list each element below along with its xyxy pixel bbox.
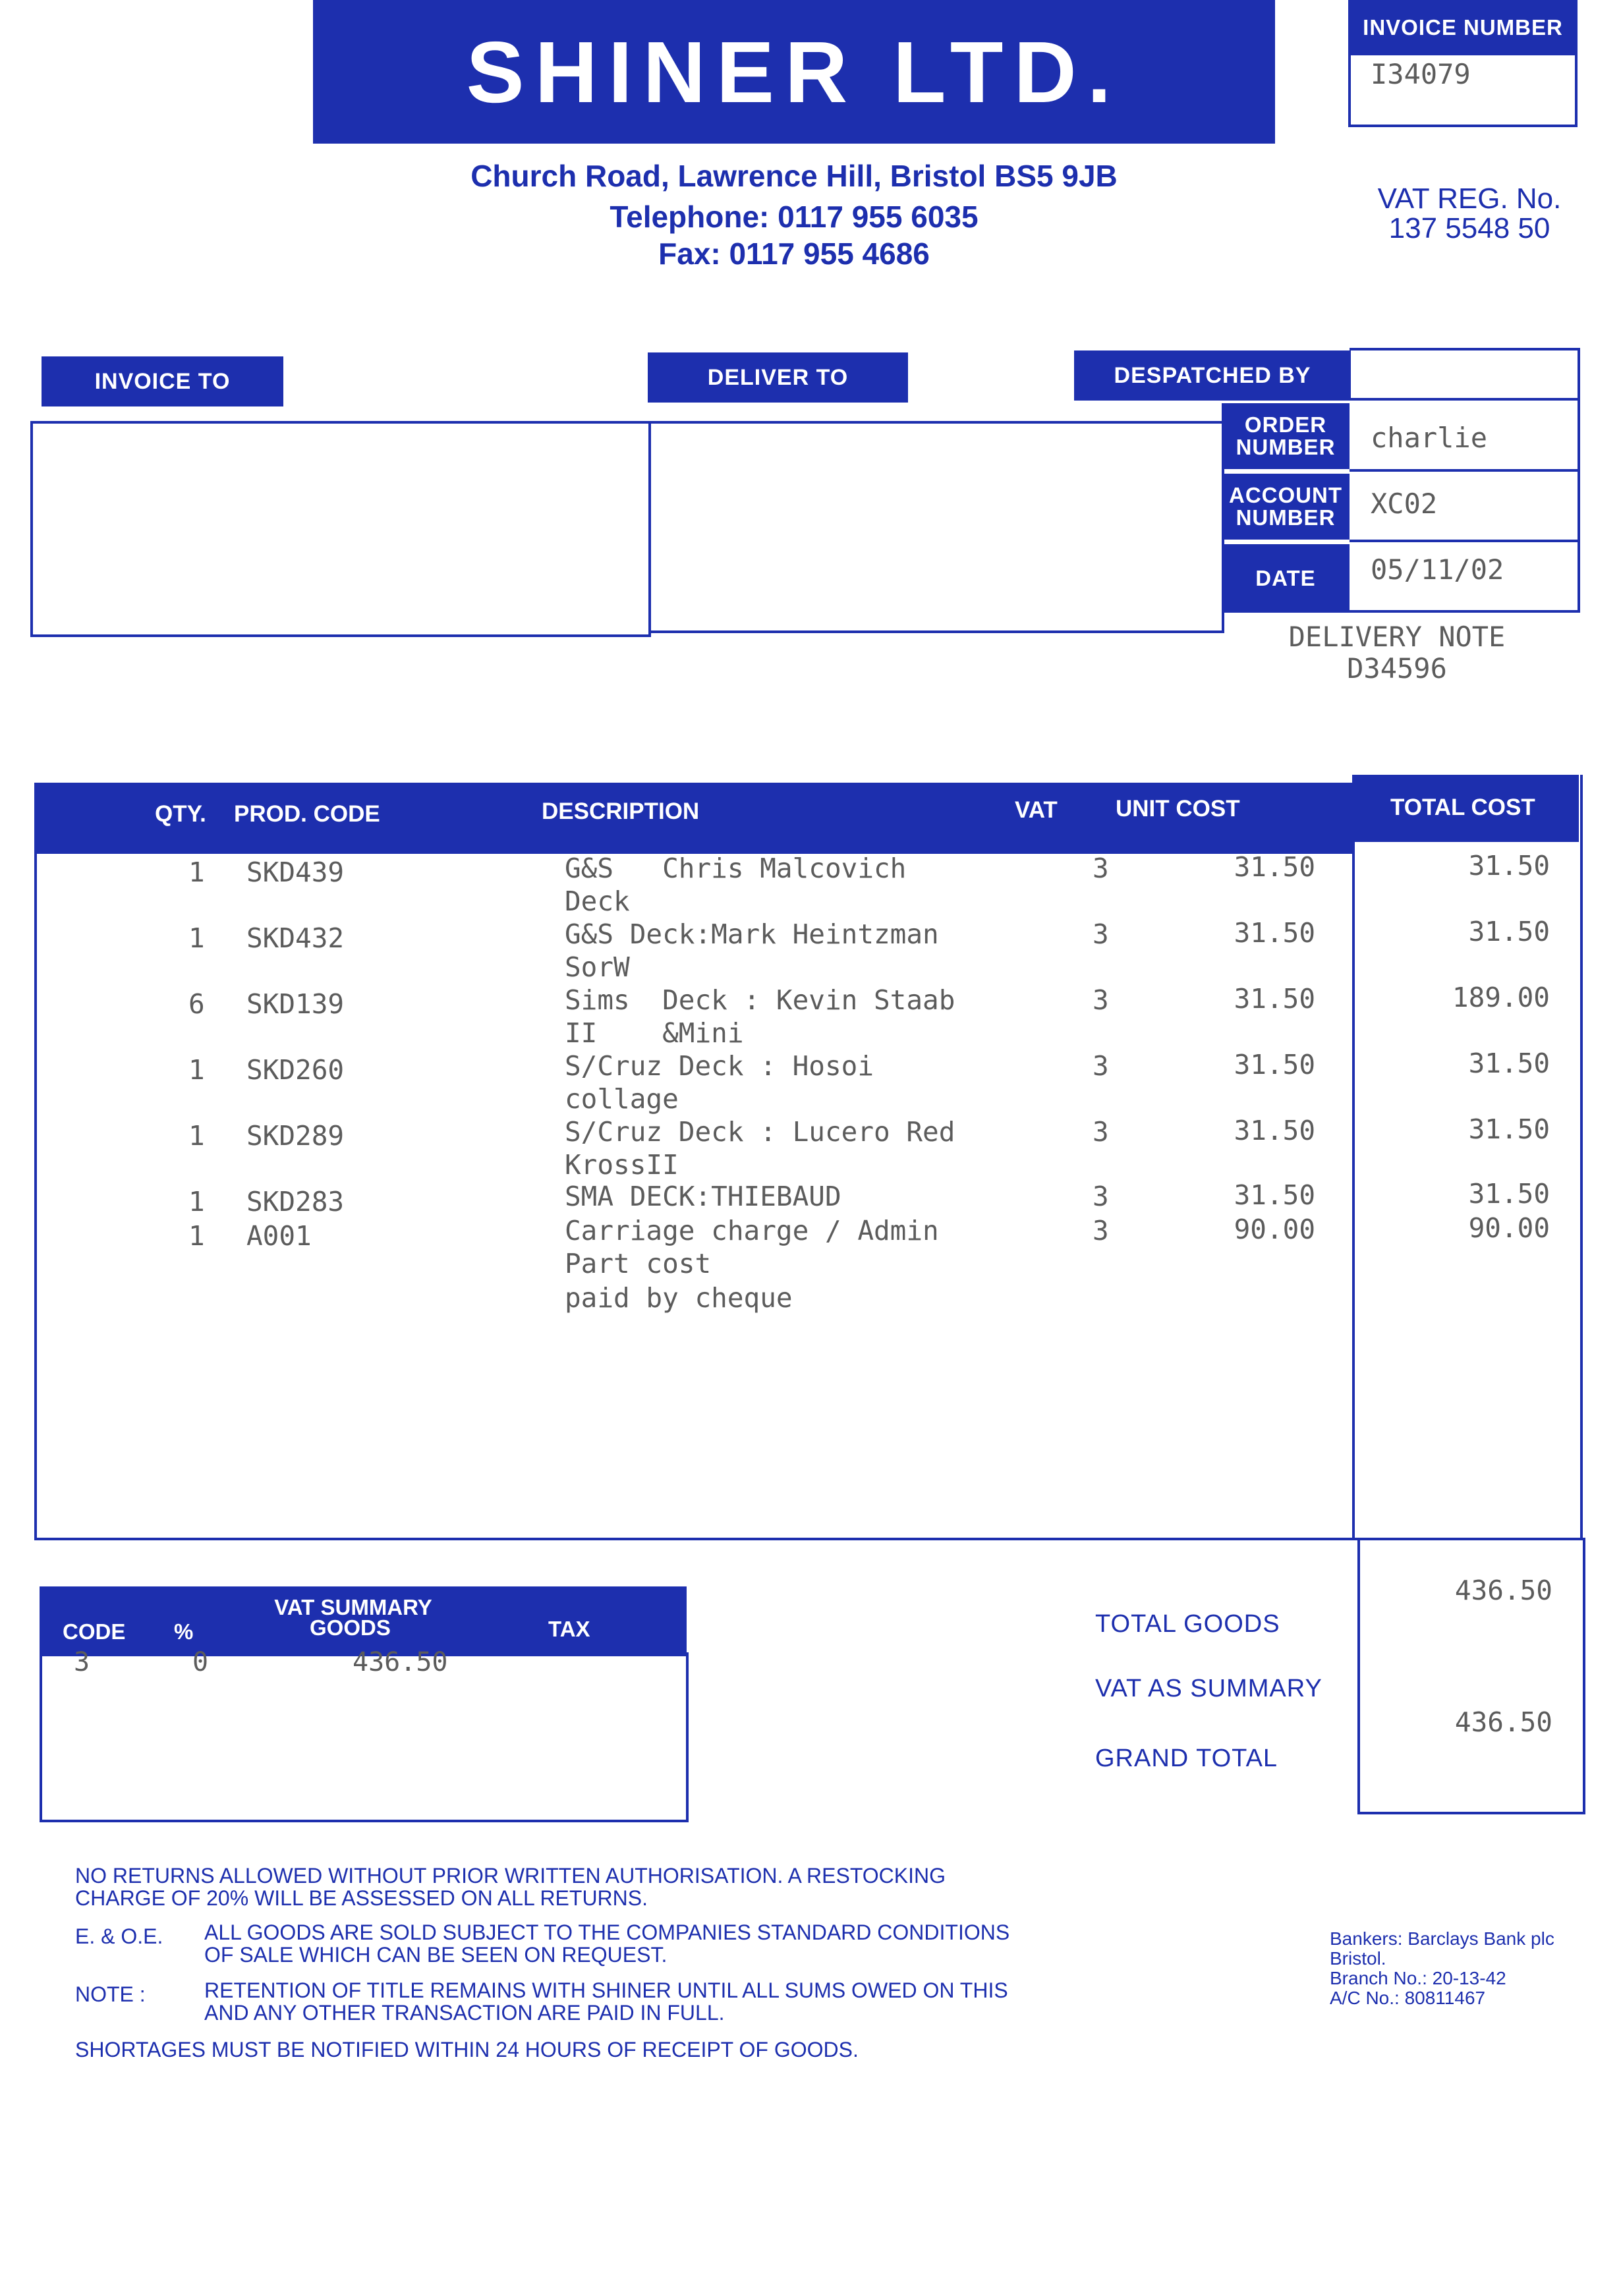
invoice-to-label: INVOICE TO xyxy=(42,356,283,406)
date-label: DATE xyxy=(1222,544,1350,613)
item-description: G&S Deck:Mark Heintzman xyxy=(565,918,939,950)
company-address: Church Road, Lawrence Hill, Bristol BS5 9JB xyxy=(470,159,1118,193)
item-qty: 1 xyxy=(188,922,205,954)
total-goods-label: TOTAL GOODS xyxy=(1095,1610,1280,1638)
vat-percent-header: % xyxy=(174,1619,194,1644)
item-qty: 1 xyxy=(188,1054,205,1086)
item-description-cont: II &Mini xyxy=(565,1017,744,1049)
item-code: A001 xyxy=(246,1220,312,1252)
invoice-to-box xyxy=(30,421,651,637)
divider xyxy=(34,850,37,1540)
item-description: S/Cruz Deck : Hosoi xyxy=(565,1050,874,1082)
divider xyxy=(34,1538,1583,1540)
total-cost-header: TOTAL COST xyxy=(1390,795,1535,820)
divider xyxy=(1350,398,1580,401)
vat-reg-number: 137 5548 50 xyxy=(1388,212,1550,244)
item-vat: 3 xyxy=(1093,853,1109,884)
item-code: SKD439 xyxy=(246,856,345,888)
item-code: SKD139 xyxy=(246,988,345,1020)
item-total-cost: 31.50 xyxy=(1468,1178,1550,1210)
bank-account: A/C No.: 80811467 xyxy=(1330,1988,1486,2008)
divider xyxy=(1580,775,1583,1539)
deliver-to-box xyxy=(648,421,1224,633)
conditions-line2: OF SALE WHICH CAN BE SEEN ON REQUEST. xyxy=(204,1943,668,1967)
invoice-number-value: I34079 xyxy=(1371,58,1471,90)
divider xyxy=(1350,540,1580,542)
despatched-by-label: DESPATCHED BY xyxy=(1074,350,1351,401)
vat-reg-label: VAT REG. No. xyxy=(1377,182,1562,215)
item-total-cost: 31.50 xyxy=(1468,1113,1550,1145)
vat-summary-box xyxy=(40,1652,689,1822)
bank-city: Bristol. xyxy=(1330,1948,1386,1969)
date-value: 05/11/02 xyxy=(1371,553,1504,586)
order-number-label: ORDER NUMBER xyxy=(1222,403,1350,469)
conditions-line1: ALL GOODS ARE SOLD SUBJECT TO THE COMPANIES STANDARD CONDITIONS xyxy=(204,1920,1010,1944)
vat-code-header: CODE xyxy=(63,1619,126,1644)
item-qty: 1 xyxy=(188,1120,205,1152)
divider xyxy=(1357,1538,1360,1814)
vat-header: VAT xyxy=(1015,797,1058,823)
item-vat: 3 xyxy=(1093,1050,1109,1082)
item-vat: 3 xyxy=(1093,918,1109,950)
order-number-value: charlie xyxy=(1371,422,1488,454)
item-description-cont: SorW xyxy=(565,951,630,983)
item-vat: 3 xyxy=(1093,1116,1109,1148)
qty-header: QTY. xyxy=(155,801,206,827)
item-description: SMA DECK:THIEBAUD xyxy=(565,1181,841,1212)
item-unit-cost: 31.50 xyxy=(1234,1115,1315,1146)
item-unit-cost: 31.50 xyxy=(1234,1179,1315,1211)
divider xyxy=(1583,1538,1585,1814)
vat-goods-header: GOODS xyxy=(310,1615,391,1640)
item-qty: 6 xyxy=(188,988,205,1020)
total-goods-value: 436.50 xyxy=(1454,1575,1552,1606)
vat-percent-value: 0 xyxy=(192,1647,209,1677)
vat-summary-title: VAT SUMMARY xyxy=(274,1595,432,1619)
item-total-cost: 189.00 xyxy=(1452,982,1550,1013)
unit-cost-header: UNIT COST xyxy=(1116,796,1240,822)
eoe-label: E. & O.E. xyxy=(75,1924,163,1948)
item-description-cont: Part cost xyxy=(565,1248,712,1279)
company-name: SHINER LTD. xyxy=(313,0,1275,144)
account-number-label: ACCOUNT NUMBER xyxy=(1222,474,1350,540)
returns-policy-line2: CHARGE OF 20% WILL BE ASSESSED ON ALL RETURNS. xyxy=(75,1886,648,1910)
retention-line1: RETENTION OF TITLE REMAINS WITH SHINER UNTIL ALL SUMS OWED ON THIS xyxy=(204,1978,1008,2002)
company-telephone: Telephone: 0117 955 6035 xyxy=(610,200,979,234)
item-qty: 1 xyxy=(188,1220,205,1252)
invoice-number-label: INVOICE NUMBER xyxy=(1348,0,1578,55)
vat-tax-header: TAX xyxy=(548,1617,590,1641)
grand-total-label: GRAND TOTAL xyxy=(1095,1745,1278,1772)
note-label: NOTE : xyxy=(75,1982,146,2006)
divider xyxy=(1350,469,1580,472)
item-unit-cost: 31.50 xyxy=(1234,851,1315,883)
returns-policy-line1: NO RETURNS ALLOWED WITHOUT PRIOR WRITTEN AUTHORISATION. A RESTOCKING xyxy=(75,1864,946,1888)
retention-line2: AND ANY OTHER TRANSACTION ARE PAID IN FULL. xyxy=(204,2001,725,2025)
item-description: Sims Deck : Kevin Staab xyxy=(565,984,955,1016)
company-fax: Fax: 0117 955 4686 xyxy=(658,237,930,271)
bank-name: Bankers: Barclays Bank plc xyxy=(1330,1928,1554,1949)
item-code: SKD432 xyxy=(246,922,345,954)
item-total-cost: 31.50 xyxy=(1468,916,1550,947)
payment-note: paid by cheque xyxy=(565,1282,793,1314)
item-qty: 1 xyxy=(188,856,205,888)
item-unit-cost: 31.50 xyxy=(1234,917,1315,949)
description-header: DESCRIPTION xyxy=(542,798,700,824)
prod-code-header: PROD. CODE xyxy=(234,801,380,827)
divider xyxy=(1578,348,1580,613)
item-total-cost: 31.50 xyxy=(1468,1048,1550,1079)
delivery-note-number: D34596 xyxy=(1347,652,1447,685)
item-unit-cost: 31.50 xyxy=(1234,1049,1315,1080)
item-description-cont: Deck xyxy=(565,885,630,917)
item-vat: 3 xyxy=(1093,1215,1109,1246)
item-description: S/Cruz Deck : Lucero Red xyxy=(565,1116,955,1148)
item-description: G&S Chris Malcovich xyxy=(565,853,907,884)
grand-total-value: 436.50 xyxy=(1454,1706,1552,1738)
divider xyxy=(1222,610,1580,613)
vat-goods-value: 436.50 xyxy=(353,1647,448,1677)
item-vat: 3 xyxy=(1093,984,1109,1016)
divider xyxy=(1357,1812,1585,1814)
item-vat: 3 xyxy=(1093,1181,1109,1212)
item-unit-cost: 90.00 xyxy=(1234,1214,1315,1245)
vat-code-value: 3 xyxy=(74,1647,90,1677)
item-code: SKD289 xyxy=(246,1120,345,1152)
item-unit-cost: 31.50 xyxy=(1234,983,1315,1015)
shortages-notice: SHORTAGES MUST BE NOTIFIED WITHIN 24 HOURS OF RECEIPT OF GOODS. xyxy=(75,2038,859,2061)
account-number-value: XC02 xyxy=(1371,488,1438,520)
bank-branch: Branch No.: 20-13-42 xyxy=(1330,1968,1506,1988)
divider xyxy=(1352,775,1355,1539)
deliver-to-label: DELIVER TO xyxy=(648,352,908,403)
delivery-note-label: DELIVERY NOTE xyxy=(1288,621,1506,653)
item-total-cost: 31.50 xyxy=(1468,850,1550,882)
item-qty: 1 xyxy=(188,1186,205,1218)
item-description-cont: KrossII xyxy=(565,1149,679,1181)
item-description: Carriage charge / Admin xyxy=(565,1215,939,1246)
item-total-cost: 90.00 xyxy=(1468,1212,1550,1244)
divider xyxy=(1350,348,1580,350)
item-code: SKD283 xyxy=(246,1186,345,1218)
vat-as-summary-label: VAT AS SUMMARY xyxy=(1095,1675,1322,1702)
item-description-cont: collage xyxy=(565,1083,679,1115)
item-code: SKD260 xyxy=(246,1054,345,1086)
